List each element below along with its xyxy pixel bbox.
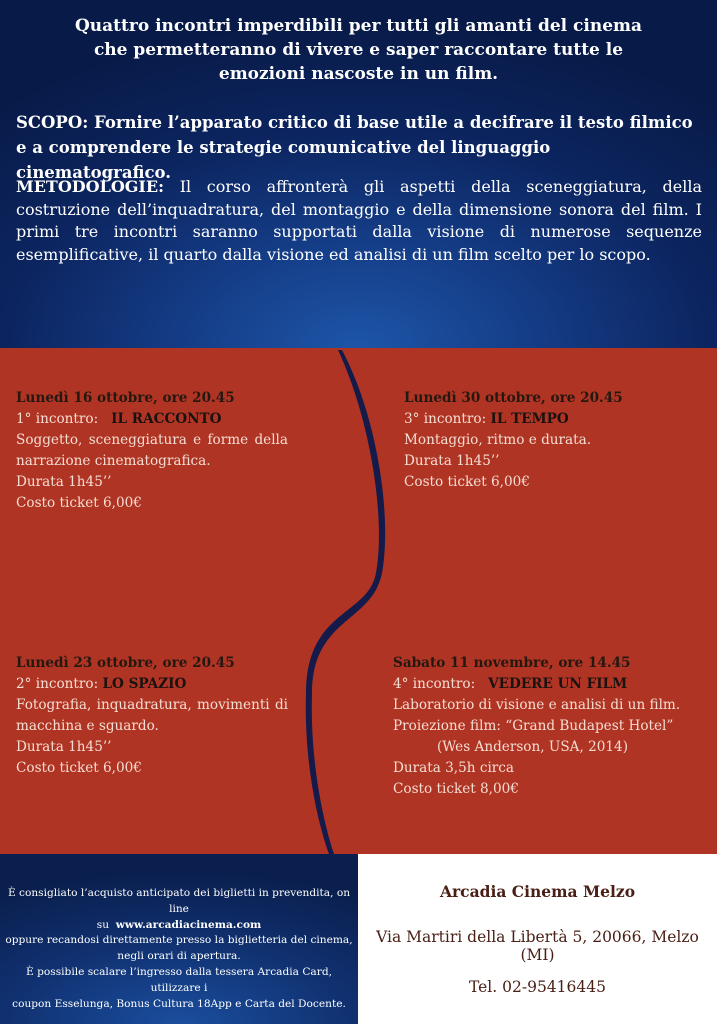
ticket-info-line: È consigliato l’acquisto anticipato dei biglietti in prevendita, on line: [7, 887, 351, 915]
meeting-title: IL TEMPO: [490, 411, 569, 427]
meeting-duration: Durata 1h45’’: [16, 474, 112, 490]
meeting-heading: [393, 674, 703, 695]
metodologie-paragraph: [16, 176, 702, 266]
meeting-number: 1° incontro:: [16, 411, 99, 427]
cinema-contact-panel: [358, 854, 717, 1024]
meeting-4: [393, 653, 703, 800]
ticket-info-line: È possibile scalare l’ingresso dalla tessera Arcadia Card, utilizzare i: [26, 965, 332, 994]
cinema-address: Via Martiri della Libertà 5, 20066, Melzo (MI): [376, 928, 699, 964]
meeting-date: Sabato 11 novembre, ore 14.45: [393, 655, 631, 671]
meeting-number: 4° incontro:: [393, 676, 476, 692]
ticket-info-line: oppure recandosi direttamente presso la biglietteria del cinema,: [5, 934, 353, 947]
meeting-heading: [404, 409, 694, 430]
meeting-heading: [16, 409, 288, 430]
meeting-projection: Proiezione film: “Grand Budapest Hotel”: [393, 718, 674, 734]
meeting-duration: Durata 1h45’’: [404, 453, 500, 469]
meeting-date: Lunedì 23 ottobre, ore 20.45: [16, 655, 235, 671]
meeting-description: Montaggio, ritmo e durata.: [404, 432, 592, 448]
ticket-info-line: [4, 918, 354, 934]
meeting-2: [16, 653, 288, 779]
header-panel: [0, 0, 717, 348]
ticket-info-line: coupon Esselunga, Bonus Cultura 18App e Carta del Docente.: [12, 997, 346, 1010]
meeting-1: [16, 388, 288, 514]
meeting-date: Lunedì 30 ottobre, ore 20.45: [404, 390, 623, 406]
intro-line-3: emozioni nascoste in un film.: [218, 64, 499, 84]
intro-line-2: che permetteranno di vivere e saper raccontare tutte le: [93, 40, 624, 60]
meeting-cost: Costo ticket 8,00€: [393, 781, 519, 797]
scopo-text: Fornire l’apparato critico di base utile a decifrare il testo filmico e a comprendere le strategie comunicative del linguaggio cinematografico.: [16, 113, 693, 182]
cinema-phone: Tel. 02-95416445: [469, 978, 606, 996]
ticket-info-prefix: su: [96, 918, 110, 931]
meeting-duration: Durata 3,5h circa: [393, 760, 515, 776]
meeting-cost: Costo ticket 6,00€: [16, 760, 142, 776]
meeting-heading: [16, 674, 288, 695]
meeting-3: [404, 388, 694, 493]
meeting-duration: Durata 1h45’’: [16, 739, 112, 755]
intro-line-1: Quattro incontri imperdibili per tutti gli amanti del cinema: [74, 16, 643, 36]
scopo-label: SCOPO:: [16, 113, 89, 132]
scopo-paragraph: [16, 110, 702, 185]
meeting-description: Soggetto, sceneggiatura e forme della narrazione cinematografica.: [16, 432, 288, 469]
meeting-date: Lunedì 16 ottobre, ore 20.45: [16, 390, 235, 406]
intro-text: [40, 14, 677, 86]
metodologie-text: Il corso affronterà gli aspetti della sceneggiatura, della costruzione dell’inquadratura, del montaggio e della dimensione sonora del film. I primi tre incontri saranno supportati dalla visione di numerose sequenze esemplificative, il quarto dalla visione ed analisi di un film scelto per lo scopo.: [16, 177, 702, 264]
meeting-cost: Costo ticket 6,00€: [404, 474, 530, 490]
meeting-cost: Costo ticket 6,00€: [16, 495, 142, 511]
metodologie-label: METODOLOGIE:: [16, 177, 164, 196]
meeting-description: Fotografia, inquadratura, movimenti di macchina e sguardo.: [16, 697, 288, 734]
meeting-number: 3° incontro:: [404, 411, 487, 427]
meeting-number: 2° incontro:: [16, 676, 99, 692]
meeting-description: Laboratorio di visione e analisi di un film.: [393, 697, 681, 713]
ticket-info-line: negli orari di apertura.: [117, 950, 241, 963]
meeting-title: LO SPAZIO: [102, 676, 187, 692]
meeting-projection-info: (Wes Anderson, USA, 2014): [437, 739, 629, 755]
ticket-info-panel: [0, 854, 358, 1024]
meeting-title: IL RACCONTO: [111, 411, 222, 427]
website-link[interactable]: www.arcadiacinema.com: [115, 918, 262, 931]
cinema-name: Arcadia Cinema Melzo: [439, 882, 636, 901]
meeting-title: VEDERE UN FILM: [488, 676, 628, 692]
